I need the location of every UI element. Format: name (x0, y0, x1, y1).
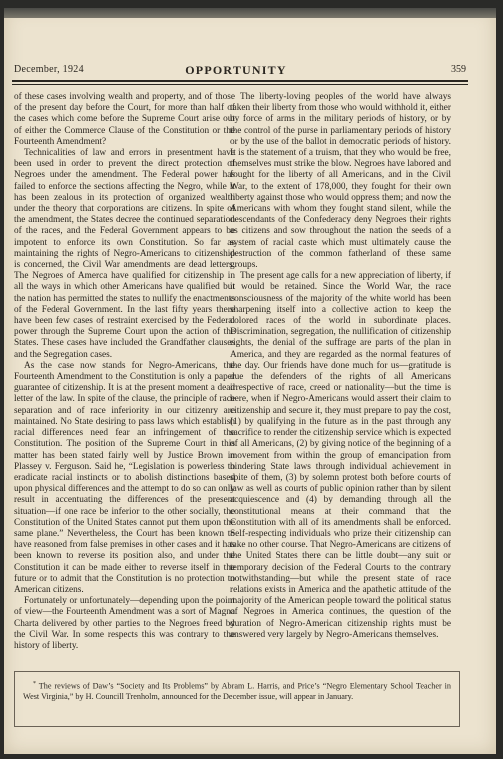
binding-edge (4, 8, 496, 18)
footnote-text: The reviews of Daw’s “Society and Its Problems” by Abram L. Harris, and Price’s “Negro Elementary School Teacher in West Virginia,” by H. Councill Trenholm, announced for the December issue, will appear in January. (23, 681, 451, 701)
paragraph: Technicalities of law and errors in presentment have been used in order to prevent the direct protection of Negroes under the amendment. The Federal power has failed to enforce the sections affecting the Negro, while it has been zealous in its protection of organized wealth under the theory that corporations are citizens. In spite of the amendment, the States decree the continued separation of the races, and the Federal Government appears to be impotent to enforce its own Constitution. So far as maintaining the rights of Negro-Americans to citizenship is concerned, the Civil War amendments are dead letters. The Negroes of Amerca have qualified for citizenship in all the ways in which other Americans have qualified but the nation has permitted the states to nullify the enactments of the Federal Government. In the last fifty years there have been few cases of restraint exercised by the Federal power through the Supreme Court upon the action of the States. These cases have included the Grandfather clauses and the Segregation cases. (14, 148, 235, 360)
paragraph: The present age calls for a new appreciation of liberty, if it would be retained. Since the World War, the race consciousness of the majority of the white world has been sharpening itself into a collective action to keep the colored races of the world in subordinate places. Discrimination, segregation, the nullification of citizenship rights, the denial of the suffrage are parts of the plan in America, and they are regarded as the normal features of the day. Our friends have done much for us—gratitude is due the defenders of the rights of all Americans irrespective of race, creed or nationality—but the time is here, when if Negro-Americans would assert their claim to citizenship and secure it, they must prepare to pay the cost, (1) by qualifying in the future as in the past through any sacrifice to render the citizenship service which is expected of all Americans, (2) by giving notice of the beginning of a movement from within the group of emancipation from hindering State laws through individual achievement in spite of them, (3) by solemn protest both before courts of law as well as courts of public opinion rather than by silent acquiescence and (4) by demanding through all the constitutional means at their command that the Constitution with all of its amendments shall be enforced. Self-respecting individuals who prize their citizenship can take no other course. That Negro-Americans are citizens of the United States there can be little doubt—any suit or temporary decision of the Federal Courts to the contrary notwithstanding—but while the present state of race relations exists in America and the apathetic attitude of the majority of the American people toward the political status of Negroes in America continues, the question of the duration of Negro-American citizenship rights must be answered very largely by Negro-Americans themselves. (230, 271, 451, 640)
footnote-marker: * (33, 681, 36, 687)
right-column (230, 92, 451, 641)
magazine-page (4, 8, 496, 754)
running-header (12, 63, 466, 78)
issue-date: December, 1924 (14, 64, 84, 75)
header-rule-thin (12, 84, 468, 85)
paragraph: The liberty-loving peoples of the world have always taken their liberty from those who would withhold it, either by force of arms in the military periods of history, or by the control of the purse in parliamentary periods of history or by the use of the ballot in democratic periods of history. It is the statement of a truism, that they who would be free, themselves must strike the blow. Negroes have labored and fought for the liberty of all Americans, and in the Civil War, to the extent of 178,000, they fought for their own liberty against those who would oppress them; and now the Americans with whom they fought stand silent, while the descendants of the Confederacy deny Negroes their rights as citizens and sow throughout the nation the seeds of a system of racial caste which must ultimately cause the destruction of the common fatherland of these same groups. (230, 92, 452, 271)
header-rule-thick (12, 80, 468, 82)
paragraph: of these cases involving wealth and property, and of those of the present day before the Court, for more than half of the cases which come before the Supreme Court arise out of either the Commerce Clause of the Constitution or the Fourteenth Amendment? (14, 92, 235, 147)
footnote-box (14, 671, 460, 727)
magazine-title: OPPORTUNITY (185, 63, 287, 77)
paragraph: As the case now stands for Negro-Americans, the Fourteenth Amendment to the Constitution is only a paper guarantee of citizenship. It is at the present moment a dead letter of the law. In spite of the clause, the principle of race separation and of race inferiority in our citizenry are maintained. No State desiring to pass laws which establish racial differences need fear an infringement of the Constitution. The position of the Supreme Court in this matter has been stated fairly well by Justice Brown in Plassey v. Ferguson. Said he, “Legislation is powerless to eradicate racial instincts or to abolish distinctions based upon physical differences and the attempt to do so can only result in accentuating the differences of the present situation—if one race be inferior to the other socially, the Constitution of the United States cannot put them upon the same plane.” Nevertheless, the Court has been known to have reasoned from false premises in other cases and it has been known to reverse its position also, and under the Constitution it can be made either to reverse itself in the future or to admit that the Constitution is no protection to American citizens. (14, 360, 235, 595)
footnote (23, 679, 451, 702)
page-number: 359 (451, 64, 466, 75)
left-column (14, 92, 235, 652)
paragraph: Fortunately or unfortunately—depending upon the point of view—the Fourteenth Amendment was a sort of Magna Charta delivered by other parties to the Negroes freed by the Civil War. In some respects this was contrary to the history of liberty. (14, 596, 235, 651)
